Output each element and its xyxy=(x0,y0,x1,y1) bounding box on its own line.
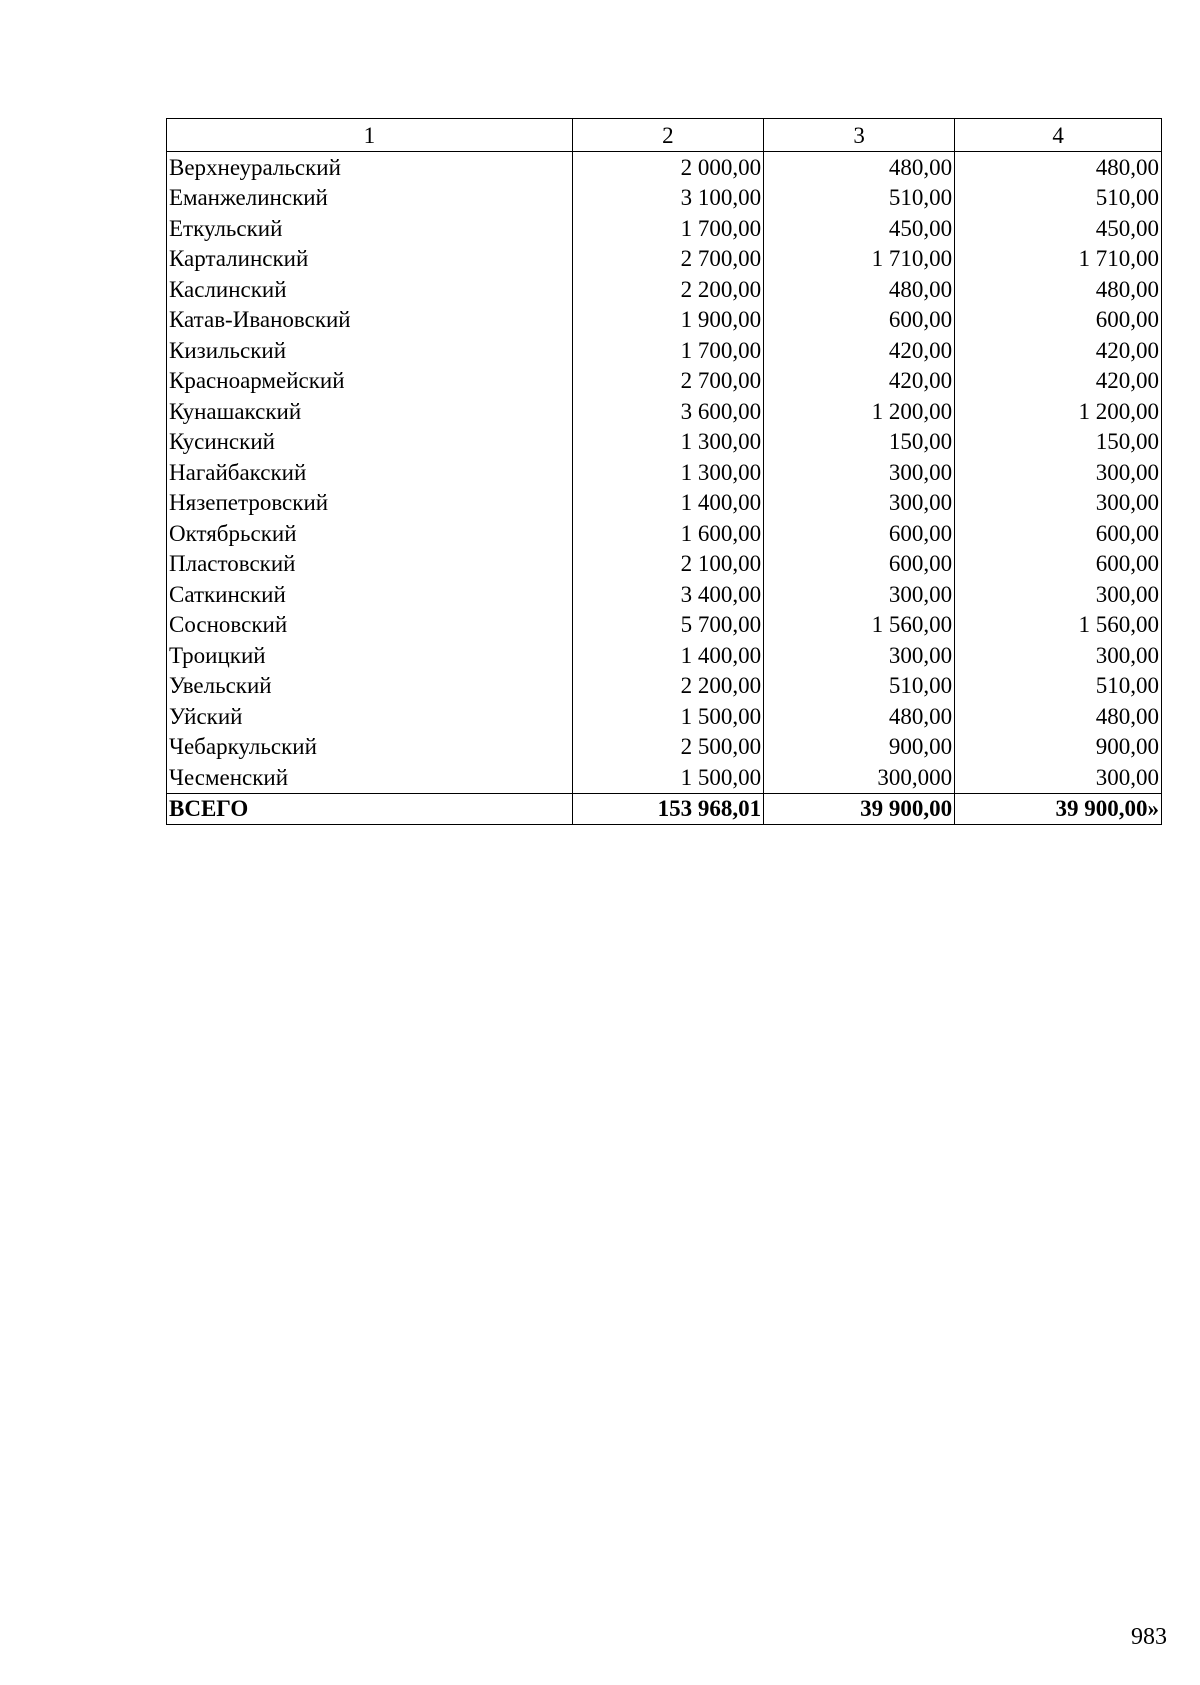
district-name-cell: Сосновский xyxy=(167,610,573,641)
amount-cell: 2 100,00 xyxy=(572,549,763,580)
page-number: 983 xyxy=(1131,1624,1167,1650)
amount-cell: 600,00 xyxy=(955,305,1162,336)
amount-cell: 2 500,00 xyxy=(572,732,763,763)
district-name-cell: Кунашакский xyxy=(167,396,573,427)
amount-cell: 150,00 xyxy=(764,427,955,458)
district-name-cell: Кусинский xyxy=(167,427,573,458)
table-row xyxy=(167,701,1162,732)
amount-cell: 480,00 xyxy=(955,152,1162,183)
total-label-cell: ВСЕГО xyxy=(167,793,573,825)
table-row xyxy=(167,427,1162,458)
amount-cell: 510,00 xyxy=(955,671,1162,702)
amount-cell: 3 400,00 xyxy=(572,579,763,610)
amount-cell: 2 700,00 xyxy=(572,366,763,397)
district-name-cell: Саткинский xyxy=(167,579,573,610)
district-name-cell: Троицкий xyxy=(167,640,573,671)
table-row xyxy=(167,762,1162,793)
amount-cell: 2 700,00 xyxy=(572,244,763,275)
district-name-cell: Кизильский xyxy=(167,335,573,366)
amount-cell: 1 300,00 xyxy=(572,427,763,458)
table-header-row xyxy=(167,119,1162,152)
amount-cell: 300,00 xyxy=(955,579,1162,610)
amount-cell: 2 200,00 xyxy=(572,671,763,702)
district-name-cell: Каслинский xyxy=(167,274,573,305)
district-name-cell: Нагайбакский xyxy=(167,457,573,488)
header-cell: 1 xyxy=(167,119,573,152)
amount-cell: 1 200,00 xyxy=(955,396,1162,427)
amount-cell: 480,00 xyxy=(955,274,1162,305)
table-row xyxy=(167,488,1162,519)
total-amount-cell: 153 968,01 xyxy=(572,793,763,825)
district-name-cell: Нязепетровский xyxy=(167,488,573,519)
table-row xyxy=(167,183,1162,214)
table-row xyxy=(167,152,1162,183)
header-cell: 2 xyxy=(572,119,763,152)
amount-cell: 420,00 xyxy=(955,366,1162,397)
amount-cell: 1 560,00 xyxy=(764,610,955,641)
amount-cell: 480,00 xyxy=(955,701,1162,732)
total-amount-cell: 39 900,00» xyxy=(955,793,1162,825)
amount-cell: 300,00 xyxy=(764,640,955,671)
table-row xyxy=(167,671,1162,702)
table-row xyxy=(167,579,1162,610)
amount-cell: 1 700,00 xyxy=(572,213,763,244)
amount-cell: 510,00 xyxy=(764,183,955,214)
amount-cell: 2 000,00 xyxy=(572,152,763,183)
amount-cell: 300,000 xyxy=(764,762,955,793)
district-name-cell: Пластовский xyxy=(167,549,573,580)
amount-cell: 300,00 xyxy=(955,488,1162,519)
amount-cell: 1 700,00 xyxy=(572,335,763,366)
table-row xyxy=(167,274,1162,305)
amount-cell: 510,00 xyxy=(764,671,955,702)
district-name-cell: Октябрьский xyxy=(167,518,573,549)
amount-cell: 1 500,00 xyxy=(572,762,763,793)
amount-cell: 3 600,00 xyxy=(572,396,763,427)
amount-cell: 300,00 xyxy=(955,762,1162,793)
amount-cell: 480,00 xyxy=(764,701,955,732)
amount-cell: 510,00 xyxy=(955,183,1162,214)
table-row xyxy=(167,366,1162,397)
amount-cell: 300,00 xyxy=(764,457,955,488)
amount-cell: 450,00 xyxy=(955,213,1162,244)
district-name-cell: Увельский xyxy=(167,671,573,702)
amount-cell: 600,00 xyxy=(764,518,955,549)
district-name-cell: Уйский xyxy=(167,701,573,732)
header-cell: 4 xyxy=(955,119,1162,152)
district-name-cell: Еманжелинский xyxy=(167,183,573,214)
amount-cell: 1 710,00 xyxy=(764,244,955,275)
amount-cell: 1 500,00 xyxy=(572,701,763,732)
amount-cell: 5 700,00 xyxy=(572,610,763,641)
amount-cell: 1 900,00 xyxy=(572,305,763,336)
table-row xyxy=(167,335,1162,366)
amount-cell: 150,00 xyxy=(955,427,1162,458)
amount-cell: 600,00 xyxy=(955,518,1162,549)
table-row xyxy=(167,549,1162,580)
amount-cell: 2 200,00 xyxy=(572,274,763,305)
district-name-cell: Еткульский xyxy=(167,213,573,244)
amount-cell: 900,00 xyxy=(764,732,955,763)
budget-table xyxy=(166,118,1162,825)
amount-cell: 1 400,00 xyxy=(572,488,763,519)
amount-cell: 300,00 xyxy=(955,457,1162,488)
amount-cell: 1 400,00 xyxy=(572,640,763,671)
district-name-cell: Красноармейский xyxy=(167,366,573,397)
amount-cell: 1 560,00 xyxy=(955,610,1162,641)
amount-cell: 450,00 xyxy=(764,213,955,244)
amount-cell: 420,00 xyxy=(764,366,955,397)
amount-cell: 1 200,00 xyxy=(764,396,955,427)
district-name-cell: Чесменский xyxy=(167,762,573,793)
table-row xyxy=(167,244,1162,275)
amount-cell: 900,00 xyxy=(955,732,1162,763)
total-amount-cell: 39 900,00 xyxy=(764,793,955,825)
district-name-cell: Верхнеуральский xyxy=(167,152,573,183)
table-row xyxy=(167,610,1162,641)
amount-cell: 480,00 xyxy=(764,274,955,305)
district-name-cell: Катав-Ивановский xyxy=(167,305,573,336)
table-row xyxy=(167,732,1162,763)
amount-cell: 300,00 xyxy=(764,488,955,519)
amount-cell: 1 600,00 xyxy=(572,518,763,549)
amount-cell: 1 300,00 xyxy=(572,457,763,488)
header-cell: 3 xyxy=(764,119,955,152)
amount-cell: 600,00 xyxy=(764,305,955,336)
amount-cell: 300,00 xyxy=(764,579,955,610)
amount-cell: 300,00 xyxy=(955,640,1162,671)
table-row xyxy=(167,640,1162,671)
amount-cell: 3 100,00 xyxy=(572,183,763,214)
table-row xyxy=(167,305,1162,336)
amount-cell: 600,00 xyxy=(764,549,955,580)
amount-cell: 1 710,00 xyxy=(955,244,1162,275)
district-name-cell: Чебаркульский xyxy=(167,732,573,763)
table-total-row xyxy=(167,793,1162,825)
amount-cell: 600,00 xyxy=(955,549,1162,580)
district-name-cell: Карталинский xyxy=(167,244,573,275)
table-row xyxy=(167,518,1162,549)
amount-cell: 420,00 xyxy=(764,335,955,366)
amount-cell: 420,00 xyxy=(955,335,1162,366)
table-row xyxy=(167,396,1162,427)
table-row xyxy=(167,457,1162,488)
amount-cell: 480,00 xyxy=(764,152,955,183)
table-row xyxy=(167,213,1162,244)
